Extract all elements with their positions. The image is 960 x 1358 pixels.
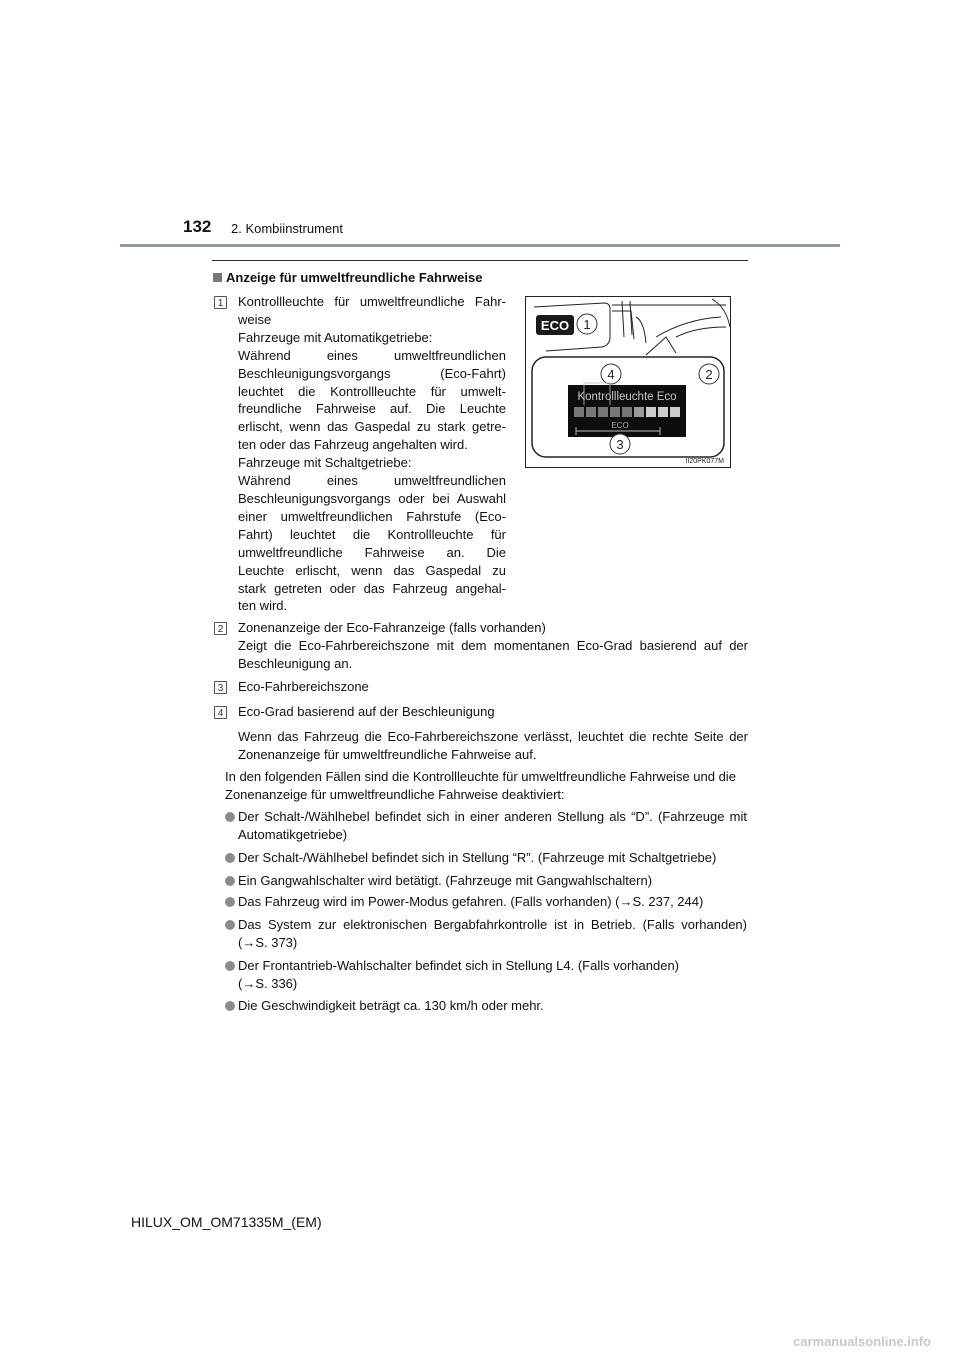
item-2-badge: 2: [214, 622, 227, 635]
item-1-badge: 1: [214, 296, 227, 309]
display-text: Kontrollleuchte Eco: [577, 391, 677, 403]
item-4-title: Eco-Grad basierend auf der Beschleunigung: [238, 704, 495, 719]
item-1-line: Fahrzeuge mit Schaltgetriebe:: [238, 455, 412, 471]
item-1-line: Fahrt) leuchtet die Kontrollleuchte für: [238, 526, 506, 542]
chapter-title: 2. Kombiinstrument: [231, 221, 343, 236]
item-2-text: Zeigt die Eco-Fahrbereichszone mit dem momentanen Eco-Grad basierend auf der Beschleunigung an.: [238, 638, 748, 671]
section-rule: [212, 260, 748, 261]
item-3-badge: 3: [214, 681, 227, 694]
bullet-text: Der Frontantrieb-Wahlschalter befindet sich in Stellung L4. (Falls vorhanden) (→S. 336): [238, 958, 680, 991]
callout-1-label: 1: [583, 317, 591, 332]
item-1-line: umweltfreundliche Fahrweise an. Die: [238, 544, 506, 560]
page-number: 132: [183, 217, 212, 236]
item-1-line: leuchtet die Kontrollleuchte für umwelt-: [238, 383, 506, 399]
item-1-line: Während eines umweltfreundlichen: [238, 473, 506, 489]
bullet-item: [225, 808, 747, 844]
bullet-dot-icon: [225, 961, 235, 971]
item-1-line: Fahrzeuge mit Automatikgetriebe:: [238, 329, 433, 345]
item-1-line: Während eines umweltfreundlichen: [238, 347, 506, 363]
item-1-line: weise: [238, 311, 272, 327]
eco-indicator-figure: [525, 296, 731, 468]
bullet-item: [225, 997, 747, 1015]
bullet-text: Der Schalt-/Wählhebel befindet sich in einer anderen Stellung als “D”. (Fahrzeuge mit Automatikgetriebe): [238, 809, 747, 842]
section-heading: [213, 270, 482, 285]
bullet-dot-icon: [225, 876, 235, 886]
item-1-line: freundliche Fahrweise auf. Die Leuchte: [238, 401, 506, 417]
bullet-text: Ein Gangwahlschalter wird betätigt. (Fahrzeuge mit Gangwahlschaltern): [238, 873, 653, 888]
item-1-line: Beschleunigungsvorgangs oder bei Auswahl: [238, 490, 506, 506]
figure-code: II20PK077M: [685, 458, 724, 465]
zone-label: ECO: [611, 421, 629, 430]
bullet-text: Die Geschwindigkeit beträgt ca. 130 km/h oder mehr.: [238, 998, 544, 1013]
eco-badge-label: ECO: [540, 318, 570, 333]
item-1-line: ten oder das Fahrzeug angehalten wird.: [238, 437, 468, 453]
bullet-dot-icon: [225, 897, 235, 907]
item-3-title: Eco-Fahrbereichszone: [238, 679, 369, 694]
item-1-line: Kontrollleuchte für umweltfreundliche Fahr-: [238, 294, 506, 309]
bullet-item: [225, 872, 747, 890]
item-1-line: Leuchte erlischt, wenn das Gaspedal zu: [238, 562, 506, 578]
deactivation-intro: In den folgenden Fällen sind die Kontrollleuchte für umweltfreundliche Fahrweise und die Zonenanzeige für umweltfreundliche Fahrweise deaktiviert:: [225, 769, 736, 802]
bullet-item: [225, 893, 747, 911]
item-1-line: stark getreten oder das Fahrzeug angehal-: [238, 580, 506, 596]
square-bullet-icon: [213, 273, 222, 282]
item-1-line: erlischt, wenn das Gaspedal zu stark getre-: [238, 419, 506, 435]
callout-3-label: 3: [616, 437, 624, 452]
eco-zone-bar: [574, 407, 680, 417]
callout-2-label: 2: [705, 367, 713, 382]
item-2-title: Zonenanzeige der Eco-Fahranzeige (falls vorhanden): [238, 620, 546, 635]
item-4-text: Wenn das Fahrzeug die Eco-Fahrbereichszone verlässt, leuchtet die rechte Seite der Zonenanzeige für umweltfreundliche Fahrweise auf.: [238, 729, 748, 762]
bullet-dot-icon: [225, 853, 235, 863]
callout-4-label: 4: [607, 367, 615, 382]
bullet-text: Das System zur elektronischen Bergabfahrkontrolle ist in Betrieb. (Falls vorhanden) (→S. 373): [238, 917, 747, 950]
section-heading-text: Anzeige für umweltfreundliche Fahrweise: [226, 270, 483, 285]
footer-doc-id: HILUX_OM_OM71335M_(EM): [131, 1214, 322, 1230]
item-1-line: ten wird.: [238, 598, 288, 614]
bullet-item: [225, 916, 747, 952]
bullet-text: Das Fahrzeug wird im Power-Modus gefahren. (Falls vorhanden) (→S. 237, 244): [238, 894, 704, 909]
item-4-badge: 4: [214, 706, 227, 719]
bullet-dot-icon: [225, 1001, 235, 1011]
header-rule: [120, 244, 840, 247]
bullet-text: Der Schalt-/Wählhebel befindet sich in Stellung “R”. (Fahrzeuge mit Schaltgetriebe): [238, 850, 717, 865]
watermark: carmanualsonline.info: [793, 1334, 931, 1349]
item-1-line: Beschleunigungsvorgangs (Eco-Fahrt): [238, 365, 506, 381]
bullet-dot-icon: [225, 812, 235, 822]
eco-instrument-illustration: [526, 297, 731, 468]
bullet-dot-icon: [225, 920, 235, 930]
bullet-item: [225, 849, 747, 867]
bullet-item: [225, 957, 705, 993]
item-1-text: [238, 293, 506, 615]
item-1-line: einer umweltfreundlichen Fahrstufe (Eco-: [238, 508, 506, 524]
